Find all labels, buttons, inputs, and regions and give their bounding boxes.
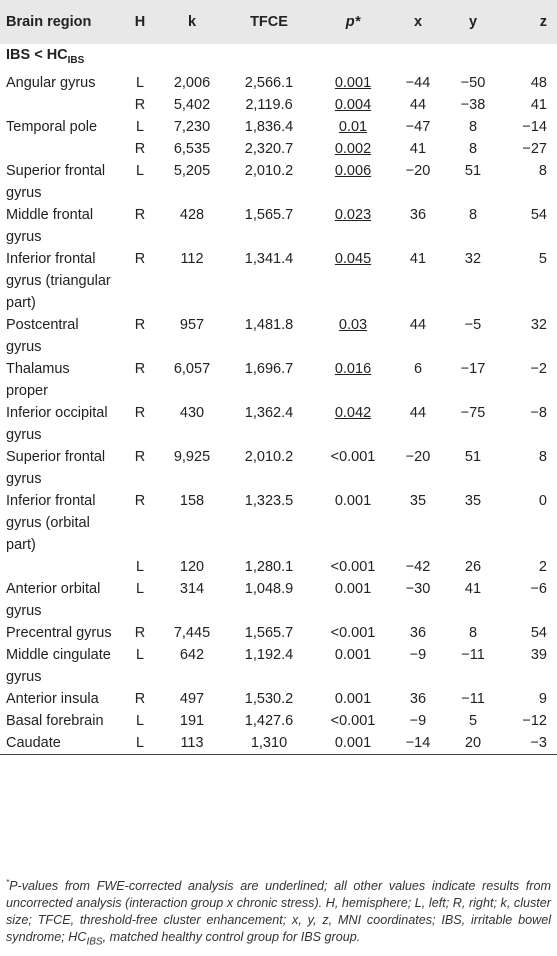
- cell-p: 0.001: [317, 732, 389, 755]
- cell-y: 35: [464, 492, 482, 509]
- cell-y: 26: [464, 558, 482, 575]
- cell-k: 113: [163, 732, 221, 755]
- cell-region: Superior frontal gyrus: [6, 448, 106, 487]
- cell-x: 36: [409, 624, 427, 641]
- cell-hemisphere: R: [134, 206, 146, 223]
- cell-tfce: 1,310: [221, 732, 317, 755]
- footnote-text: P-values from FWE-corrected analysis are underlined; all other values indicate results from uncorrected analysis (interaction group x chronic stress). H, hemisphere; L, left; R, right; k, cluster size; TFCE, threshold-free cluster enhancement; x, y, z, MNI coordinates; IBS, irritable bowel syndrome; HC: [6, 879, 551, 945]
- cell-k: 6,535: [173, 140, 211, 157]
- cell-x: −20: [405, 162, 431, 179]
- cell-region: Inferior frontal gyrus (triangular part): [6, 250, 111, 311]
- cell-z: 32: [530, 316, 547, 333]
- cell-z: 41: [530, 96, 547, 113]
- cell-x: 44: [409, 316, 427, 333]
- cell-hemisphere: L: [135, 646, 145, 663]
- cell-y: 51: [464, 448, 482, 465]
- cell-hemisphere: L: [135, 580, 145, 597]
- cell-x: 44: [409, 96, 427, 113]
- header-region: Brain region: [0, 0, 117, 44]
- cell-y: −17: [460, 360, 486, 377]
- cell-y: 8: [468, 206, 478, 223]
- cell-tfce: 2,010.2: [244, 162, 294, 179]
- cell-hemisphere: R: [134, 404, 146, 421]
- cell-x: −47: [405, 118, 431, 135]
- table-row: [0, 622, 557, 644]
- cell-hemisphere: R: [134, 96, 146, 113]
- cell-x: 36: [409, 206, 427, 223]
- table-row: [0, 644, 557, 688]
- cell-k: 5,205: [173, 162, 211, 179]
- cell-region: Basal forebrain: [6, 712, 104, 729]
- cell-tfce: 2,320.7: [244, 140, 294, 157]
- cell-y: 41: [464, 580, 482, 597]
- cell-p: <0.001: [330, 448, 376, 465]
- table-row: [0, 94, 557, 116]
- table-row: [0, 72, 557, 94]
- cell-z: 0: [538, 492, 547, 509]
- cell-x: 35: [409, 492, 427, 509]
- cell-x: 36: [409, 690, 427, 707]
- cell-region: Anterior insula: [6, 690, 99, 707]
- cell-y: −11: [461, 690, 485, 707]
- cell-region: Superior frontal gyrus: [6, 162, 106, 201]
- cell-tfce: 1,530.2: [244, 690, 294, 707]
- cell-z: 8: [538, 162, 547, 179]
- cell-hemisphere: L: [135, 74, 145, 91]
- header-y: y: [447, 0, 499, 44]
- cell-p: 0.006: [334, 162, 372, 179]
- cell-hemisphere: R: [134, 140, 146, 157]
- cell-tfce: 2,566.1: [244, 74, 294, 91]
- cell-region: [0, 556, 117, 578]
- cell-x: −14: [389, 732, 447, 755]
- cell-z: −14: [522, 118, 547, 135]
- cell-y: 8: [468, 118, 478, 135]
- cell-y: 51: [464, 162, 482, 179]
- cell-hemisphere: L: [117, 732, 163, 755]
- cell-hemisphere: R: [134, 250, 146, 267]
- cell-z: −27: [522, 140, 547, 157]
- footnote-marker: *: [6, 878, 10, 887]
- header-k: k: [163, 0, 221, 44]
- cell-k: 497: [179, 690, 205, 707]
- header-hemisphere: H: [117, 0, 163, 44]
- footnote-sub: IBS: [86, 936, 103, 948]
- cell-y: 8: [468, 624, 478, 641]
- cell-p: 0.045: [334, 250, 372, 267]
- cell-tfce: 1,427.6: [244, 712, 294, 729]
- footnote-tail: , matched healthy control group for IBS group.: [102, 930, 361, 945]
- cell-y: −50: [460, 74, 486, 91]
- cell-tfce: 2,119.6: [245, 96, 293, 113]
- cell-tfce: 2,010.2: [244, 448, 294, 465]
- cell-x: 6: [413, 360, 423, 377]
- header-x: x: [389, 0, 447, 44]
- cell-k: 2,006: [173, 74, 211, 91]
- cell-tfce: 1,565.7: [244, 206, 294, 223]
- cell-p: <0.001: [330, 624, 376, 641]
- cell-p: 0.001: [334, 690, 372, 707]
- cell-x: −30: [405, 580, 431, 597]
- cell-z: 48: [530, 74, 547, 91]
- cell-p: 0.001: [334, 74, 372, 91]
- cell-x: 41: [409, 250, 427, 267]
- cell-hemisphere: R: [134, 360, 146, 377]
- table-row: [0, 402, 557, 446]
- cell-tfce: 1,696.7: [244, 360, 294, 377]
- cell-p: 0.001: [334, 646, 372, 663]
- cell-hemisphere: R: [134, 690, 146, 707]
- header-row: [0, 0, 557, 44]
- header-p: p*: [317, 0, 389, 44]
- cell-k: 642: [179, 646, 205, 663]
- cell-p: <0.001: [330, 558, 376, 575]
- cell-tfce: 1,836.4: [244, 118, 294, 135]
- cell-hemisphere: L: [135, 712, 145, 729]
- cell-tfce: 1,362.4: [244, 404, 294, 421]
- cell-y: 20: [447, 732, 499, 755]
- cell-z: 8: [538, 448, 547, 465]
- cell-region: [0, 94, 117, 116]
- cell-k: 112: [180, 250, 204, 267]
- cell-x: 41: [409, 140, 427, 157]
- group-row: [0, 44, 557, 72]
- cell-region: Middle cingulate gyrus: [6, 646, 111, 685]
- cell-y: −38: [460, 96, 486, 113]
- cell-p: <0.001: [330, 712, 376, 729]
- cell-x: −9: [409, 646, 427, 663]
- cell-hemisphere: L: [135, 558, 145, 575]
- table-row: [0, 248, 557, 314]
- cell-region: Inferior occipital gyrus: [6, 404, 108, 443]
- cell-z: −6: [530, 580, 547, 597]
- cell-p: 0.023: [334, 206, 372, 223]
- cell-region: Angular gyrus: [6, 74, 96, 91]
- cell-p: 0.01: [338, 118, 368, 135]
- cell-region: Precentral gyrus: [6, 624, 112, 641]
- cell-k: 7,445: [173, 624, 211, 641]
- table-row: [0, 556, 557, 578]
- cell-k: 7,230: [173, 118, 211, 135]
- cell-x: −44: [405, 74, 431, 91]
- cell-y: 5: [468, 712, 478, 729]
- cell-region: Thalamus proper: [6, 360, 70, 399]
- table-row: [0, 490, 557, 556]
- cell-k: 191: [179, 712, 205, 729]
- cell-hemisphere: R: [134, 316, 146, 333]
- cell-tfce: 1,341.4: [244, 250, 294, 267]
- cell-p: 0.002: [334, 140, 372, 157]
- cell-y: −5: [464, 316, 482, 333]
- table-footnote: [6, 874, 551, 951]
- cell-z: 2: [538, 558, 547, 575]
- cell-region: Anterior orbital gyrus: [6, 580, 101, 619]
- cell-tfce: 1,565.7: [244, 624, 294, 641]
- cell-k: 314: [179, 580, 205, 597]
- cell-p: 0.001: [334, 580, 372, 597]
- cell-k: 957: [179, 316, 205, 333]
- table-row: [0, 204, 557, 248]
- cell-y: −11: [461, 646, 485, 663]
- cell-p: 0.042: [334, 404, 372, 421]
- table-row: [0, 358, 557, 402]
- cell-p: 0.004: [334, 96, 372, 113]
- cell-x: 44: [409, 404, 427, 421]
- cell-z: −12: [522, 712, 547, 729]
- cell-k: 9,925: [173, 448, 211, 465]
- cell-region: Inferior frontal gyrus (orbital part): [6, 492, 96, 553]
- cell-region: [0, 138, 117, 160]
- cell-hemisphere: R: [134, 492, 146, 509]
- cell-z: −3: [499, 732, 557, 755]
- cell-hemisphere: L: [135, 118, 145, 135]
- cell-x: −20: [405, 448, 431, 465]
- table-row: [0, 710, 557, 732]
- cell-k: 158: [179, 492, 205, 509]
- cell-z: 54: [530, 206, 547, 223]
- cell-z: −2: [530, 360, 547, 377]
- cell-x: −42: [405, 558, 431, 575]
- cell-z: −8: [530, 404, 547, 421]
- cell-z: 39: [530, 646, 547, 663]
- cell-y: 32: [464, 250, 482, 267]
- table-row: [0, 688, 557, 710]
- table-row: [0, 160, 557, 204]
- cell-hemisphere: R: [134, 624, 146, 641]
- cell-region: Caudate: [0, 732, 117, 755]
- cell-p: 0.03: [338, 316, 368, 333]
- cell-tfce: 1,481.8: [244, 316, 294, 333]
- header-tfce: TFCE: [221, 0, 317, 44]
- cell-tfce: 1,048.9: [244, 580, 294, 597]
- cell-z: 9: [538, 690, 547, 707]
- cell-p: 0.001: [334, 492, 372, 509]
- table-row: [0, 732, 557, 755]
- group-label: IBS < $HC_{IBS}$: [6, 47, 85, 66]
- cell-tfce: 1,323.5: [244, 492, 294, 509]
- cell-region: Temporal pole: [6, 118, 98, 135]
- cell-k: 120: [179, 558, 205, 575]
- cell-region: Postcentral gyrus: [6, 316, 79, 355]
- cell-y: 8: [468, 140, 478, 157]
- cell-k: 428: [179, 206, 205, 223]
- cell-hemisphere: L: [135, 162, 145, 179]
- cell-tfce: 1,192.4: [244, 646, 294, 663]
- cell-p: 0.016: [334, 360, 372, 377]
- cell-k: 6,057: [173, 360, 211, 377]
- table-row: [0, 314, 557, 358]
- header-z: z: [499, 0, 557, 44]
- cell-tfce: 1,280.1: [244, 558, 294, 575]
- cell-hemisphere: R: [134, 448, 146, 465]
- table-row: [0, 138, 557, 160]
- cell-k: 5,402: [173, 96, 211, 113]
- cell-x: −9: [409, 712, 427, 729]
- cell-k: 430: [179, 404, 205, 421]
- table-row: [0, 578, 557, 622]
- cell-z: 5: [538, 250, 547, 267]
- cell-region: Middle frontal gyrus: [6, 206, 94, 245]
- table-row: [0, 116, 557, 138]
- table-row: [0, 446, 557, 490]
- cell-y: −75: [460, 404, 486, 421]
- cell-z: 54: [530, 624, 547, 641]
